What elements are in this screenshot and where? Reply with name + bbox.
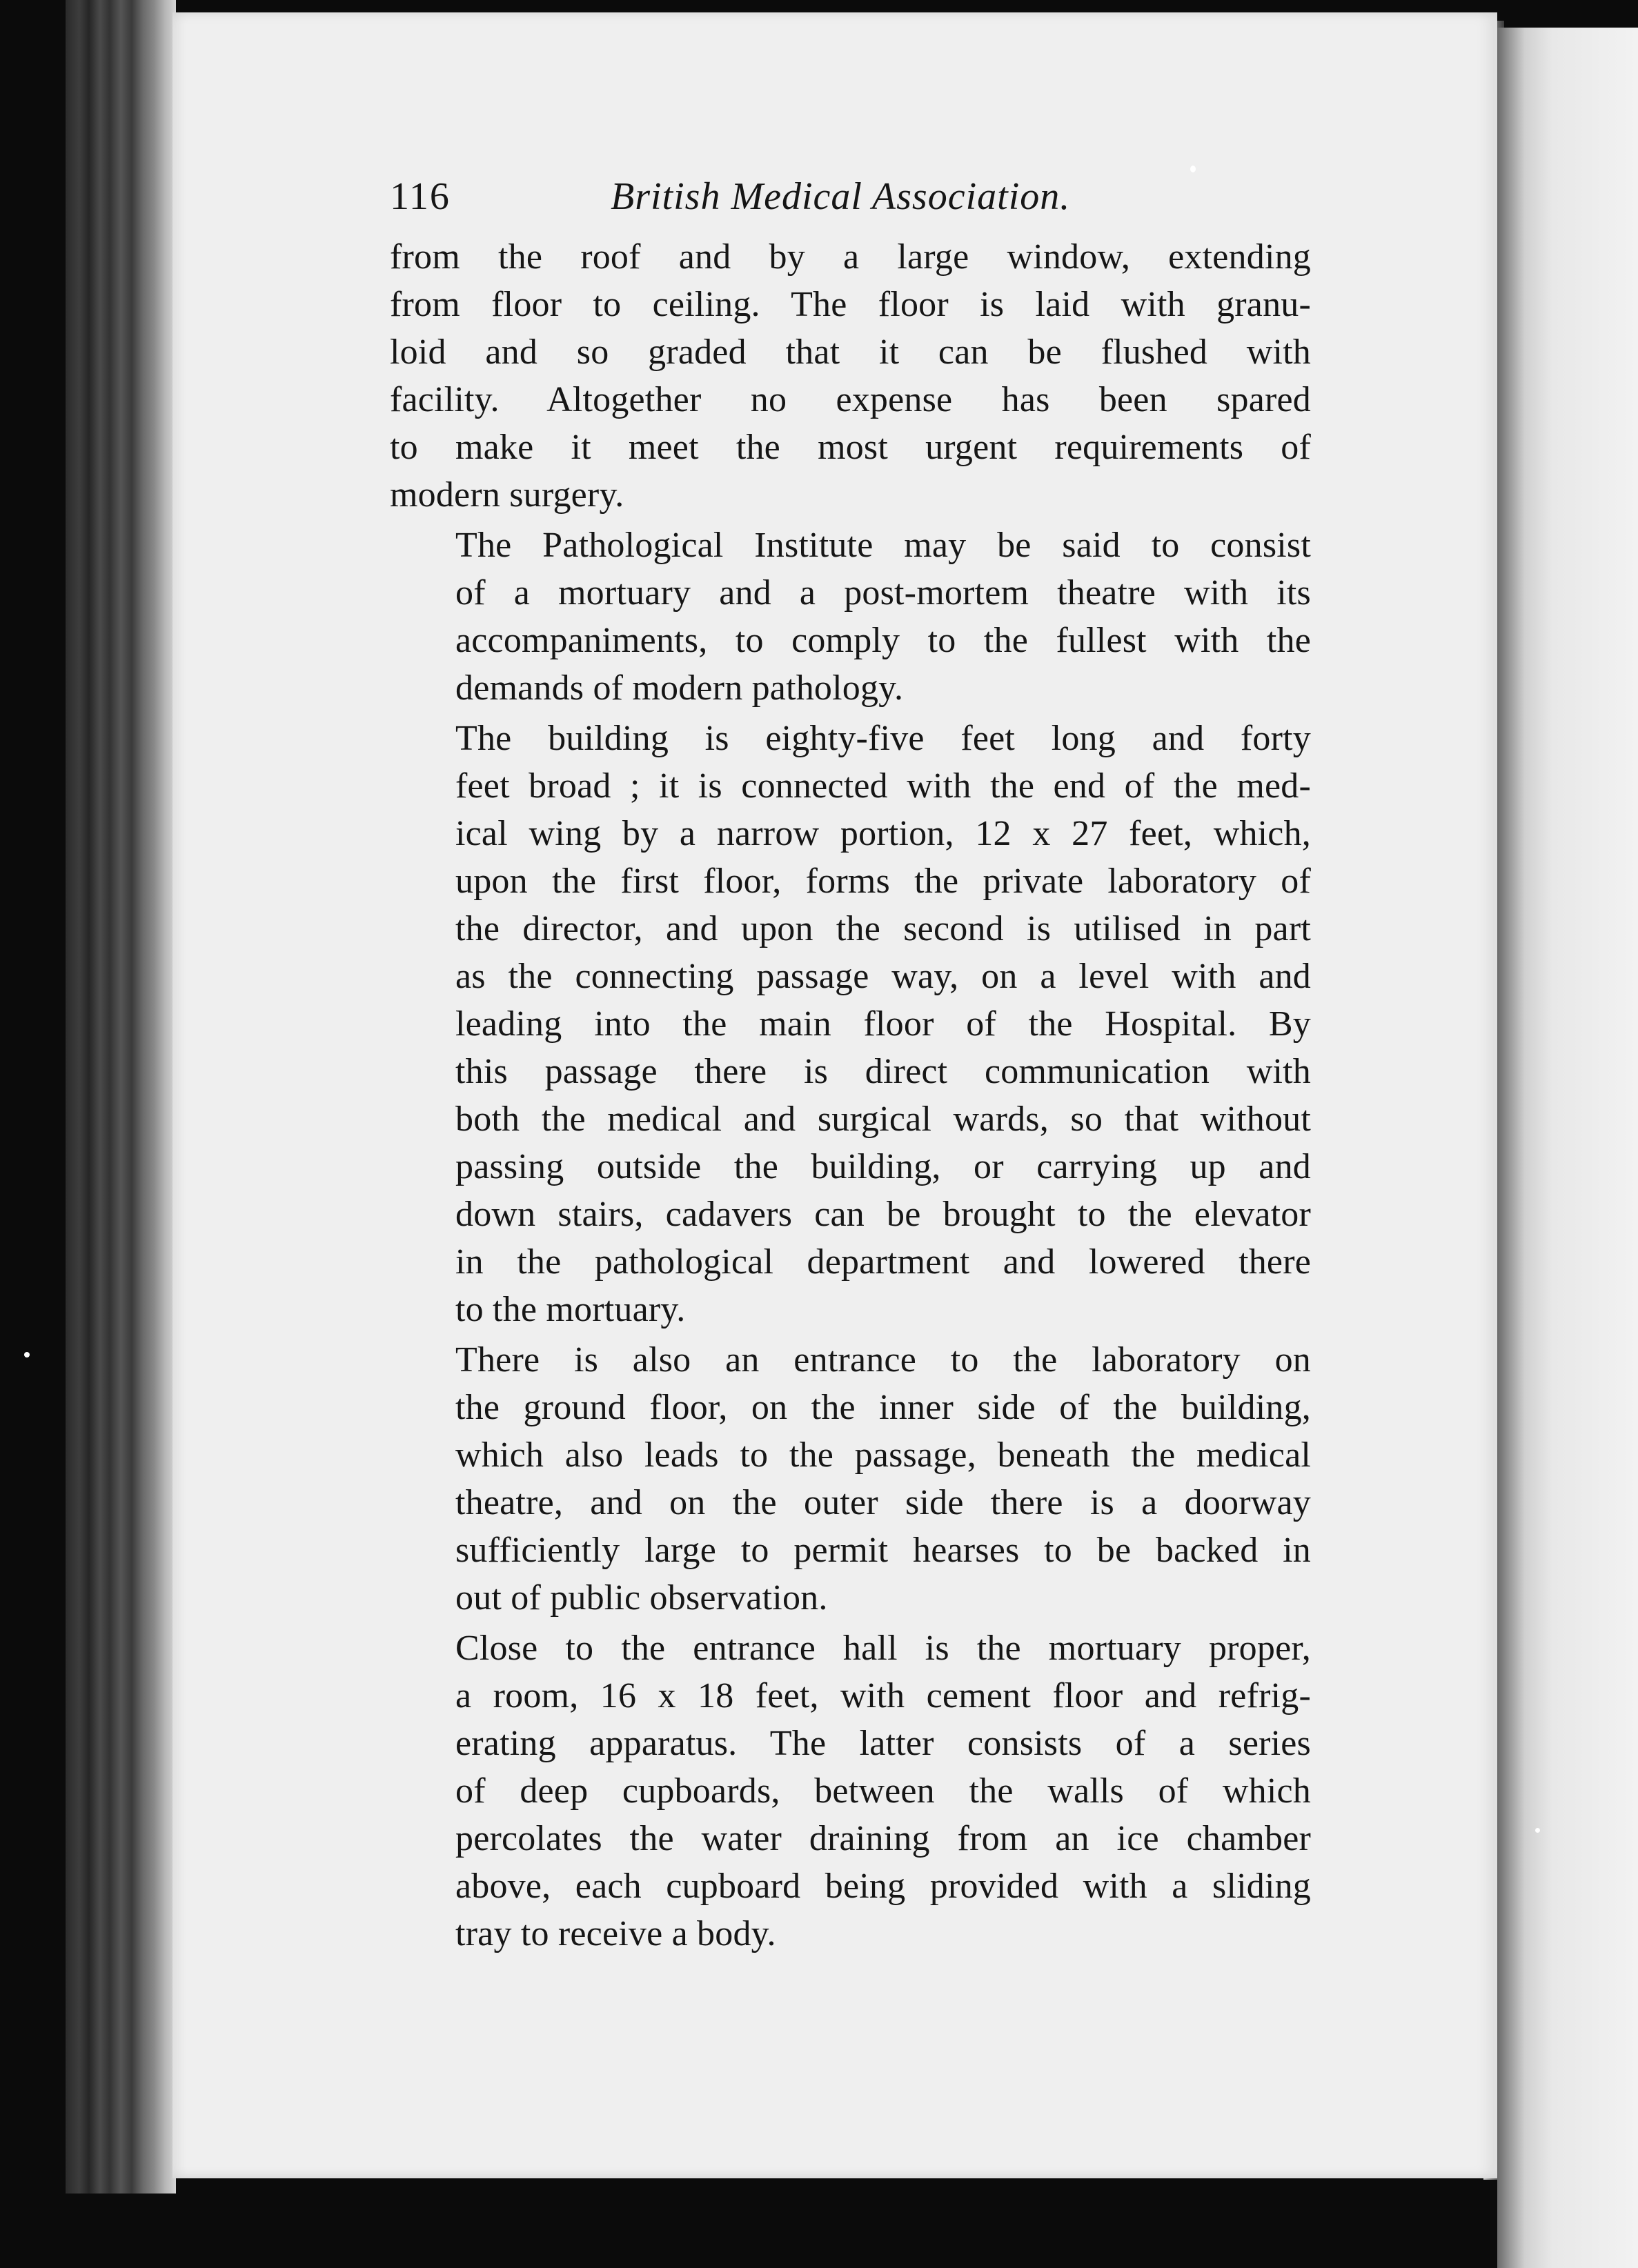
text-line: The building is eighty-five feet long and forty xyxy=(455,719,1311,758)
text-line: passing outside the building, or carrying up and xyxy=(455,1147,1311,1186)
text-line: a room, 16 x 18 feet, with cement floor and refrig- xyxy=(455,1676,1311,1715)
text-line: this passage there is direct communication with xyxy=(455,1052,1311,1091)
scan-speck xyxy=(1535,1828,1540,1833)
facing-page-edge xyxy=(1497,28,1638,2268)
text-line: The Pathological Institute may be said to consist xyxy=(455,526,1311,565)
text-line: which also leads to the passage, beneath the medical xyxy=(455,1435,1311,1475)
text-line: facility. Altogether no expense has been spared xyxy=(390,380,1311,419)
text-line: in the pathological department and lowered there xyxy=(455,1242,1311,1282)
paragraph xyxy=(390,521,1311,712)
text-line: to make it meet the most urgent requirements of xyxy=(390,428,1311,467)
body-text xyxy=(390,233,1311,1958)
text-line: accompaniments, to comply to the fullest with the xyxy=(455,621,1311,660)
scan-speck xyxy=(24,1352,30,1357)
page-edge-stack xyxy=(66,0,176,2194)
running-head xyxy=(390,166,1311,228)
text-line: loid and so graded that it can be flushed with xyxy=(390,332,1311,372)
text-line: sufficiently large to permit hearses to be backed in xyxy=(455,1531,1311,1570)
paragraph xyxy=(390,1624,1311,1958)
text-line: of deep cupboards, between the walls of which xyxy=(455,1771,1311,1811)
text-line: both the medical and surgical wards, so that without xyxy=(455,1100,1311,1139)
text-line: to the mortuary. xyxy=(455,1290,686,1329)
running-head-title: British Medical Association. xyxy=(611,175,1071,218)
text-line: feet broad ; it is connected with the end of the med- xyxy=(455,766,1311,806)
text-line: upon the first floor, forms the private laboratory of xyxy=(455,862,1311,901)
text-line: demands of modern pathology. xyxy=(455,668,904,708)
text-line: percolates the water draining from an ice chamber xyxy=(455,1819,1311,1858)
text-line: erating apparatus. The latter consists of a series xyxy=(455,1724,1311,1763)
text-line: tray to receive a body. xyxy=(455,1914,776,1953)
page-text-block xyxy=(390,166,1311,1958)
text-line: the director, and upon the second is utilised in part xyxy=(455,909,1311,948)
text-line: There is also an entrance to the laboratory on xyxy=(455,1340,1311,1380)
text-line: from floor to ceiling. The floor is laid with granu- xyxy=(390,285,1311,324)
text-line: leading into the main floor of the Hospital. By xyxy=(455,1004,1311,1044)
text-line: of a mortuary and a post-mortem theatre with its xyxy=(455,573,1311,613)
text-line: theatre, and on the outer side there is a doorway xyxy=(455,1483,1311,1522)
page-number: 116 xyxy=(390,175,451,218)
text-line: ical wing by a narrow portion, 12 x 27 feet, which, xyxy=(455,814,1311,853)
text-line: out of public observation. xyxy=(455,1578,828,1618)
text-line: modern surgery. xyxy=(390,475,624,515)
text-line: the ground floor, on the inner side of the building, xyxy=(455,1388,1311,1427)
text-line: down stairs, cadavers can be brought to the elevator xyxy=(455,1195,1311,1234)
text-line: Close to the entrance hall is the mortuary proper, xyxy=(455,1629,1311,1668)
scan-speck xyxy=(1190,166,1196,172)
paragraph xyxy=(390,1336,1311,1622)
text-line: above, each cupboard being provided with a sliding xyxy=(455,1867,1311,1906)
paragraph xyxy=(390,715,1311,1333)
paragraph xyxy=(390,233,1311,519)
text-line: from the roof and by a large window, extending xyxy=(390,237,1311,277)
text-line: as the connecting passage way, on a level with and xyxy=(455,957,1311,996)
